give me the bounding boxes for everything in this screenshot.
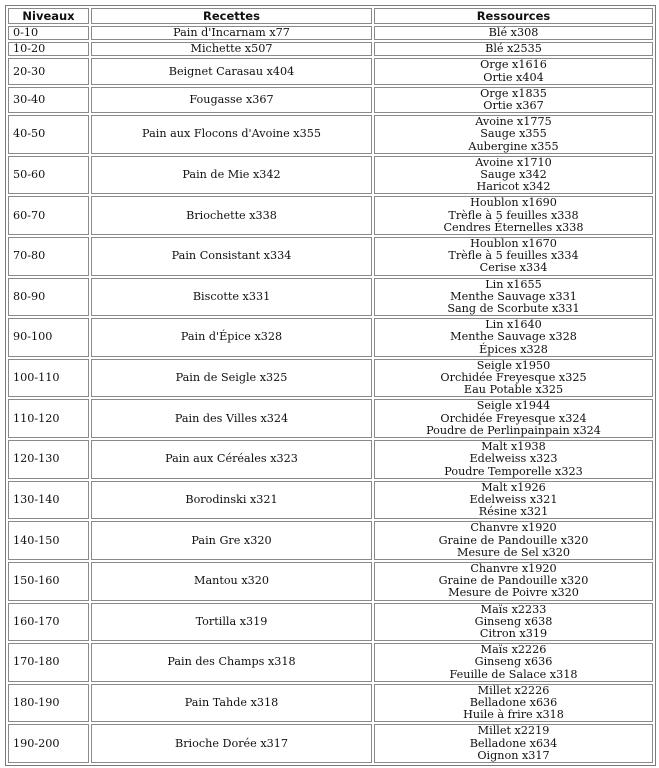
resources-cell — [374, 87, 653, 113]
resources-cell — [374, 684, 653, 723]
resource-item: Mesure de Sel x320 — [457, 545, 570, 559]
table-row — [8, 87, 653, 113]
resource-item: Seigle x1944 — [476, 399, 551, 413]
table-row — [8, 359, 653, 398]
level-cell: 30-40 — [8, 87, 89, 113]
resources-cell — [374, 481, 653, 520]
level-cell: 90-100 — [8, 318, 89, 357]
resources-cell — [374, 562, 653, 601]
resource-item: Belladone x634 — [469, 736, 558, 750]
resource-item: Mesure de Poivre x320 — [448, 586, 579, 600]
resources-cell — [374, 26, 653, 40]
level-cell: 100-110 — [8, 359, 89, 398]
resource-item: Épices x328 — [479, 342, 548, 356]
table-row — [8, 481, 653, 520]
level-cell: 120-130 — [8, 440, 89, 479]
resource-item: Poudre de Perlinpainpain x324 — [426, 423, 601, 437]
resource-item: Malt x1938 — [481, 440, 546, 454]
recipe-cell: Pain aux Flocons d'Avoine x355 — [91, 115, 372, 154]
resource-item: Orchidée Freyesque x325 — [440, 371, 587, 385]
table-row — [8, 58, 653, 84]
resource-item: Eau Potable x325 — [463, 383, 564, 397]
level-cell: 80-90 — [8, 278, 89, 317]
resource-item: Ortie x404 — [483, 70, 544, 84]
resource-item: Résine x321 — [478, 505, 549, 519]
header-resources: Ressources — [374, 8, 653, 24]
recipe-cell: Pain d'Incarnam x77 — [91, 26, 372, 40]
table-row — [8, 115, 653, 154]
recipe-cell: Briochette x338 — [91, 196, 372, 235]
resources-cell — [374, 278, 653, 317]
resource-item: Huile à frire x318 — [463, 708, 564, 722]
resource-item: Poudre Temporelle x323 — [444, 464, 583, 478]
resource-item: Houblon x1670 — [470, 237, 557, 251]
table-row — [8, 684, 653, 723]
resource-item: Millet x2219 — [477, 724, 550, 738]
table-row — [8, 440, 653, 479]
recipe-cell: Pain Gre x320 — [91, 521, 372, 560]
level-cell: 130-140 — [8, 481, 89, 520]
level-cell: 50-60 — [8, 156, 89, 195]
resource-item: Graine de Pandouille x320 — [438, 574, 589, 588]
resource-item: Lin x1655 — [485, 277, 542, 291]
level-cell: 60-70 — [8, 196, 89, 235]
resource-item: Cendres Éternelles x338 — [443, 220, 584, 234]
level-cell: 180-190 — [8, 684, 89, 723]
recipe-cell: Brioche Dorée x317 — [91, 724, 372, 763]
resource-item: Sauge x355 — [480, 127, 547, 141]
header-row — [8, 8, 653, 24]
resource-item: Orge x1616 — [480, 58, 547, 72]
recipe-cell: Pain de Seigle x325 — [91, 359, 372, 398]
resource-item: Chanvre x1920 — [470, 521, 557, 535]
recipe-cell: Pain aux Céréales x323 — [91, 440, 372, 479]
recipe-cell: Pain Tahde x318 — [91, 684, 372, 723]
resource-item: Houblon x1690 — [470, 196, 557, 210]
table-row — [8, 26, 653, 40]
recipe-cell: Tortilla x319 — [91, 603, 372, 642]
table-body — [8, 26, 653, 763]
table-row — [8, 42, 653, 56]
resource-item: Trèfle à 5 feuilles x338 — [448, 208, 579, 222]
resources-cell — [374, 724, 653, 763]
level-cell: 20-30 — [8, 58, 89, 84]
table-row — [8, 603, 653, 642]
level-cell: 110-120 — [8, 399, 89, 438]
recipe-cell: Pain des Villes x324 — [91, 399, 372, 438]
resource-item: Menthe Sauvage x331 — [450, 289, 577, 303]
recipe-cell: Borodinski x321 — [91, 481, 372, 520]
recipe-cell: Michette x507 — [91, 42, 372, 56]
resources-cell — [374, 156, 653, 195]
table-row — [8, 724, 653, 763]
resource-item: Blé x2535 — [485, 42, 542, 56]
level-cell: 0-10 — [8, 26, 89, 40]
resource-item: Feuille de Salace x318 — [449, 667, 578, 681]
resource-item: Ginseng x638 — [474, 614, 553, 628]
resource-item: Seigle x1950 — [476, 358, 551, 372]
recipe-cell: Pain des Champs x318 — [91, 643, 372, 682]
recipe-cell: Pain Consistant x334 — [91, 237, 372, 276]
resource-item: Belladone x636 — [469, 695, 558, 709]
resources-cell — [374, 440, 653, 479]
resource-item: Maïs x2233 — [480, 602, 547, 616]
resource-item: Oignon x317 — [477, 748, 550, 762]
recipes-table — [5, 5, 656, 766]
resource-item: Blé x308 — [488, 26, 539, 39]
level-cell: 10-20 — [8, 42, 89, 56]
resource-item: Avoine x1775 — [475, 115, 552, 129]
resource-item: Malt x1926 — [481, 480, 546, 494]
recipe-cell: Beignet Carasau x404 — [91, 58, 372, 84]
resources-cell — [374, 196, 653, 235]
resource-item: Edelweiss x321 — [469, 492, 558, 506]
recipe-cell: Pain de Mie x342 — [91, 156, 372, 195]
table-row — [8, 196, 653, 235]
table-row — [8, 237, 653, 276]
resource-item: Haricot x342 — [476, 180, 551, 194]
resource-item: Sauge x342 — [480, 168, 547, 182]
resource-item: Orge x1835 — [480, 86, 547, 100]
level-cell: 150-160 — [8, 562, 89, 601]
table-row — [8, 318, 653, 357]
header-recipe: Recettes — [91, 8, 372, 24]
table-row — [8, 521, 653, 560]
table-row — [8, 156, 653, 195]
resource-item: Avoine x1710 — [475, 155, 552, 169]
resources-cell — [374, 318, 653, 357]
resource-item: Aubergine x355 — [468, 139, 559, 153]
level-cell: 70-80 — [8, 237, 89, 276]
resource-item: Trèfle à 5 feuilles x334 — [448, 249, 579, 263]
recipe-cell: Mantou x320 — [91, 562, 372, 601]
resource-item: Sang de Scorbute x331 — [447, 302, 580, 316]
recipe-cell: Biscotte x331 — [91, 278, 372, 317]
resource-item: Graine de Pandouille x320 — [438, 533, 589, 547]
resource-item: Maïs x2226 — [480, 643, 547, 657]
resource-item: Ginseng x636 — [474, 655, 553, 669]
resource-item: Lin x1640 — [485, 318, 542, 332]
resource-item: Orchidée Freyesque x324 — [440, 411, 587, 425]
resources-cell — [374, 115, 653, 154]
resource-item: Menthe Sauvage x328 — [450, 330, 577, 344]
resources-cell — [374, 643, 653, 682]
resource-item: Citron x319 — [479, 626, 548, 640]
resources-cell — [374, 603, 653, 642]
resources-cell — [374, 237, 653, 276]
resource-item: Ortie x367 — [483, 99, 544, 113]
level-cell: 190-200 — [8, 724, 89, 763]
level-cell: 40-50 — [8, 115, 89, 154]
table-row — [8, 643, 653, 682]
recipe-cell: Pain d'Épice x328 — [91, 318, 372, 357]
resource-item: Cerise x334 — [479, 261, 548, 275]
resource-item: Edelweiss x323 — [469, 452, 558, 466]
resource-item: Chanvre x1920 — [470, 561, 557, 575]
level-cell: 160-170 — [8, 603, 89, 642]
table-row — [8, 278, 653, 317]
level-cell: 140-150 — [8, 521, 89, 560]
recipe-cell: Fougasse x367 — [91, 87, 372, 113]
resources-cell — [374, 399, 653, 438]
resource-item: Millet x2226 — [477, 683, 550, 697]
resources-cell — [374, 42, 653, 56]
resources-cell — [374, 58, 653, 84]
level-cell: 170-180 — [8, 643, 89, 682]
resources-cell — [374, 521, 653, 560]
table-row — [8, 562, 653, 601]
resources-cell — [374, 359, 653, 398]
header-level: Niveaux — [8, 8, 89, 24]
table-row — [8, 399, 653, 438]
